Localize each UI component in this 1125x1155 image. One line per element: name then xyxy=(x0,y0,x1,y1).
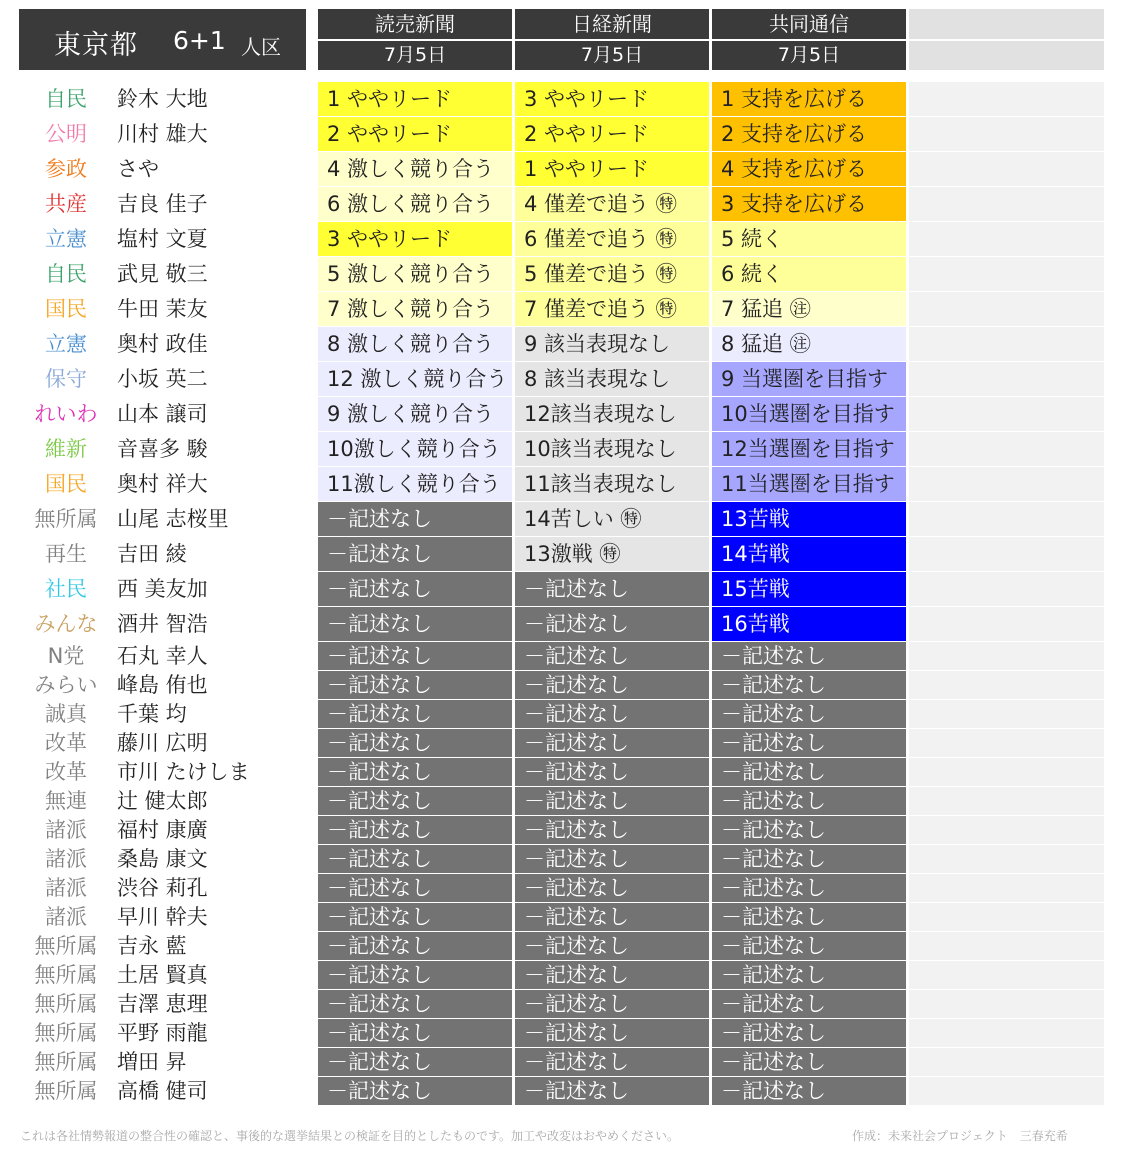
yomiuri-cell: －記述なし xyxy=(318,729,512,757)
kyodo-cell: －記述なし xyxy=(712,903,906,931)
kyodo-cell: 11当選圏を目指す xyxy=(712,467,906,501)
party-label: みんな xyxy=(34,612,98,636)
kyodo-cell: 7 猛追 ㊟ xyxy=(712,292,906,326)
candidate-name: 辻 健太郎 xyxy=(117,789,208,813)
nikkei-cell: －記述なし xyxy=(515,903,709,931)
yomiuri-cell: 4 激しく競り合う xyxy=(318,152,512,186)
party-label: 無所属 xyxy=(34,963,98,987)
candidate-name: 早川 幹夫 xyxy=(117,905,208,929)
yomiuri-cell: 6 激しく競り合う xyxy=(318,187,512,221)
yomiuri-cell: 1 ややリード xyxy=(318,82,512,116)
yomiuri-cell: －記述なし xyxy=(318,845,512,873)
candidate-name: 市川 たけしま xyxy=(117,760,250,784)
nikkei-cell: 2 ややリード xyxy=(515,117,709,151)
yomiuri-cell: －記述なし xyxy=(318,903,512,931)
kyodo-cell: －記述なし xyxy=(712,990,906,1018)
nikkei-cell: －記述なし xyxy=(515,1048,709,1076)
yomiuri-cell: －記述なし xyxy=(318,642,512,670)
kyodo-cell: 14苦戦 xyxy=(712,537,906,571)
column-date-blank xyxy=(909,41,1104,70)
blank-cell xyxy=(909,397,1104,431)
nikkei-cell: 1 ややリード xyxy=(515,152,709,186)
yomiuri-cell: －記述なし xyxy=(318,671,512,699)
blank-cell xyxy=(909,990,1104,1018)
blank-cell xyxy=(909,1077,1104,1105)
yomiuri-cell: －記述なし xyxy=(318,1019,512,1047)
blank-cell xyxy=(909,257,1104,291)
nikkei-cell: －記述なし xyxy=(515,1019,709,1047)
candidate-name: さや xyxy=(117,157,159,181)
candidate-name: 吉田 綾 xyxy=(117,542,187,566)
candidate-name: 千葉 均 xyxy=(117,702,187,726)
party-label: 改革 xyxy=(45,731,87,755)
kyodo-cell: －記述なし xyxy=(712,729,906,757)
kyodo-cell: －記述なし xyxy=(712,932,906,960)
candidate-name: 牛田 茉友 xyxy=(117,297,208,321)
kyodo-cell: 6 続く xyxy=(712,257,906,291)
nikkei-cell: －記述なし xyxy=(515,671,709,699)
nikkei-cell: －記述なし xyxy=(515,874,709,902)
column-header-yomiuri: 読売新聞 xyxy=(318,9,512,39)
nikkei-cell: －記述なし xyxy=(515,607,709,641)
blank-cell xyxy=(909,467,1104,501)
nikkei-cell: －記述なし xyxy=(515,932,709,960)
yomiuri-cell: －記述なし xyxy=(318,537,512,571)
party-label: 誠真 xyxy=(45,702,87,726)
column-date-kyodo: 7月5日 xyxy=(712,41,906,70)
blank-cell xyxy=(909,537,1104,571)
blank-cell xyxy=(909,117,1104,151)
column-header-blank xyxy=(909,9,1104,39)
blank-cell xyxy=(909,607,1104,641)
party-label: 自民 xyxy=(45,87,87,111)
kyodo-cell: －記述なし xyxy=(712,845,906,873)
nikkei-cell: －記述なし xyxy=(515,729,709,757)
party-label: 国民 xyxy=(45,472,87,496)
kyodo-cell: －記述なし xyxy=(712,1048,906,1076)
candidate-name: 渋谷 莉孔 xyxy=(117,876,208,900)
nikkei-cell: －記述なし xyxy=(515,845,709,873)
kyodo-cell: －記述なし xyxy=(712,1019,906,1047)
party-label: 保守 xyxy=(45,367,87,391)
nikkei-cell: 3 ややリード xyxy=(515,82,709,116)
nikkei-cell: 4 僅差で追う ㊕ xyxy=(515,187,709,221)
yomiuri-cell: －記述なし xyxy=(318,990,512,1018)
kyodo-cell: 13苦戦 xyxy=(712,502,906,536)
yomiuri-cell: －記述なし xyxy=(318,758,512,786)
kyodo-cell: 8 猛追 ㊟ xyxy=(712,327,906,361)
column-date-nikkei: 7月5日 xyxy=(515,41,709,70)
candidate-name: 福村 康廣 xyxy=(117,818,208,842)
nikkei-cell: －記述なし xyxy=(515,816,709,844)
kyodo-cell: －記述なし xyxy=(712,787,906,815)
nikkei-cell: －記述なし xyxy=(515,700,709,728)
title-box xyxy=(19,9,306,70)
blank-cell xyxy=(909,362,1104,396)
yomiuri-cell: 5 激しく競り合う xyxy=(318,257,512,291)
yomiuri-cell: －記述なし xyxy=(318,1077,512,1105)
nikkei-cell: 8 該当表現なし xyxy=(515,362,709,396)
prefecture-title: 東京都 xyxy=(54,30,138,61)
nikkei-cell: 14苦しい ㊕ xyxy=(515,502,709,536)
yomiuri-cell: －記述なし xyxy=(318,700,512,728)
blank-cell xyxy=(909,729,1104,757)
party-label: れいわ xyxy=(34,402,98,426)
yomiuri-cell: 10激しく競り合う xyxy=(318,432,512,466)
kyodo-cell: 9 当選圏を目指す xyxy=(712,362,906,396)
candidate-name: 奥村 祥大 xyxy=(117,472,208,496)
party-label: 共産 xyxy=(45,192,87,216)
nikkei-cell: 7 僅差で追う ㊕ xyxy=(515,292,709,326)
party-label: 改革 xyxy=(45,760,87,784)
blank-cell xyxy=(909,1048,1104,1076)
kyodo-cell: 5 続く xyxy=(712,222,906,256)
nikkei-cell: －記述なし xyxy=(515,961,709,989)
column-date-yomiuri: 7月5日 xyxy=(318,41,512,70)
kyodo-cell: 12当選圏を目指す xyxy=(712,432,906,466)
blank-cell xyxy=(909,903,1104,931)
candidate-name: 平野 雨龍 xyxy=(117,1021,208,1045)
party-label: 国民 xyxy=(45,297,87,321)
yomiuri-cell: －記述なし xyxy=(318,816,512,844)
footer-notice: これは各社情勢報道の整合性の確認と、事後的な選挙結果との検証を目的としたものです。加工や改変はおやめください。 xyxy=(20,1129,680,1143)
nikkei-cell: 9 該当表現なし xyxy=(515,327,709,361)
yomiuri-cell: 8 激しく競り合う xyxy=(318,327,512,361)
yomiuri-cell: －記述なし xyxy=(318,607,512,641)
blank-cell xyxy=(909,222,1104,256)
candidate-name: 音喜多 駿 xyxy=(117,437,208,461)
candidate-name: 吉良 佳子 xyxy=(117,192,208,216)
yomiuri-cell: 11激しく競り合う xyxy=(318,467,512,501)
kyodo-cell: －記述なし xyxy=(712,758,906,786)
nikkei-cell: －記述なし xyxy=(515,990,709,1018)
candidate-name: 藤川 広明 xyxy=(117,731,208,755)
candidate-name: 小坂 英二 xyxy=(117,367,208,391)
blank-cell xyxy=(909,874,1104,902)
kyodo-cell: 1 支持を広げる xyxy=(712,82,906,116)
candidate-name: 山本 譲司 xyxy=(117,402,208,426)
party-label: 再生 xyxy=(45,542,87,566)
party-label: 無所属 xyxy=(34,1021,98,1045)
column-header-nikkei: 日経新聞 xyxy=(515,9,709,39)
blank-cell xyxy=(909,502,1104,536)
candidate-name: 石丸 幸人 xyxy=(117,644,208,668)
candidate-name: 武見 敬三 xyxy=(117,262,208,286)
candidate-name: 桑島 康文 xyxy=(117,847,208,871)
kyodo-cell: 4 支持を広げる xyxy=(712,152,906,186)
blank-cell xyxy=(909,961,1104,989)
kyodo-cell: 10当選圏を目指す xyxy=(712,397,906,431)
yomiuri-cell: 2 ややリード xyxy=(318,117,512,151)
blank-cell xyxy=(909,152,1104,186)
blank-cell xyxy=(909,787,1104,815)
blank-cell xyxy=(909,642,1104,670)
candidate-name: 川村 雄大 xyxy=(117,122,208,146)
yomiuri-cell: －記述なし xyxy=(318,572,512,606)
blank-cell xyxy=(909,845,1104,873)
nikkei-cell: 5 僅差で追う ㊕ xyxy=(515,257,709,291)
party-label: 自民 xyxy=(45,262,87,286)
nikkei-cell: －記述なし xyxy=(515,758,709,786)
party-label: 立憲 xyxy=(45,227,87,251)
nikkei-cell: －記述なし xyxy=(515,1077,709,1105)
blank-cell xyxy=(909,187,1104,221)
candidate-name: 峰島 侑也 xyxy=(117,673,208,697)
footer-credit: 作成：未来社会プロジェクト 三春充希 xyxy=(852,1129,1068,1143)
kyodo-cell: －記述なし xyxy=(712,816,906,844)
nikkei-cell: －記述なし xyxy=(515,787,709,815)
nikkei-cell: 12該当表現なし xyxy=(515,397,709,431)
kyodo-cell: 15苦戦 xyxy=(712,572,906,606)
party-label: 無所属 xyxy=(34,1050,98,1074)
kyodo-cell: 2 支持を広げる xyxy=(712,117,906,151)
seat-count: 6+1 xyxy=(173,26,226,55)
candidate-name: 酒井 智浩 xyxy=(117,612,208,636)
blank-cell xyxy=(909,816,1104,844)
party-label: 諸派 xyxy=(45,818,87,842)
candidate-name: 山尾 志桜里 xyxy=(117,507,229,531)
column-header-kyodo: 共同通信 xyxy=(712,9,906,39)
yomiuri-cell: 9 激しく競り合う xyxy=(318,397,512,431)
kyodo-cell: 3 支持を広げる xyxy=(712,187,906,221)
kyodo-cell: －記述なし xyxy=(712,961,906,989)
kyodo-cell: －記述なし xyxy=(712,642,906,670)
party-label: 無所属 xyxy=(34,507,98,531)
blank-cell xyxy=(909,292,1104,326)
yomiuri-cell: 12 激しく競り合う xyxy=(318,362,512,396)
yomiuri-cell: －記述なし xyxy=(318,502,512,536)
party-label: 無所属 xyxy=(34,934,98,958)
blank-cell xyxy=(909,671,1104,699)
candidate-name: 増田 昇 xyxy=(117,1050,187,1074)
party-label: 社民 xyxy=(45,577,87,601)
candidate-name: 奥村 政佳 xyxy=(117,332,208,356)
blank-cell xyxy=(909,700,1104,728)
kyodo-cell: －記述なし xyxy=(712,874,906,902)
blank-cell xyxy=(909,758,1104,786)
party-label: 諸派 xyxy=(45,847,87,871)
nikkei-cell: 13激戦 ㊕ xyxy=(515,537,709,571)
yomiuri-cell: －記述なし xyxy=(318,961,512,989)
yomiuri-cell: 3 ややリード xyxy=(318,222,512,256)
blank-cell xyxy=(909,572,1104,606)
party-label: 諸派 xyxy=(45,905,87,929)
candidate-name: 吉澤 恵理 xyxy=(117,992,208,1016)
party-label: 無連 xyxy=(45,789,87,813)
yomiuri-cell: －記述なし xyxy=(318,874,512,902)
party-label: 公明 xyxy=(45,122,87,146)
yomiuri-cell: －記述なし xyxy=(318,1048,512,1076)
party-label: 諸派 xyxy=(45,876,87,900)
party-label: 参政 xyxy=(45,157,87,181)
candidate-name: 西 美友加 xyxy=(117,577,208,601)
nikkei-cell: 11該当表現なし xyxy=(515,467,709,501)
candidate-name: 鈴木 大地 xyxy=(117,87,208,111)
blank-cell xyxy=(909,327,1104,361)
candidate-name: 土居 賢真 xyxy=(117,963,208,987)
kyodo-cell: －記述なし xyxy=(712,671,906,699)
party-label: 無所属 xyxy=(34,992,98,1016)
blank-cell xyxy=(909,432,1104,466)
party-label: N党 xyxy=(47,644,85,668)
nikkei-cell: －記述なし xyxy=(515,572,709,606)
party-label: みらい xyxy=(34,673,98,697)
seat-suffix: 人区 xyxy=(241,35,281,59)
kyodo-cell: －記述なし xyxy=(712,700,906,728)
yomiuri-cell: 7 激しく競り合う xyxy=(318,292,512,326)
blank-cell xyxy=(909,1019,1104,1047)
blank-cell xyxy=(909,82,1104,116)
party-label: 立憲 xyxy=(45,332,87,356)
candidate-name: 塩村 文夏 xyxy=(117,227,208,251)
yomiuri-cell: －記述なし xyxy=(318,787,512,815)
kyodo-cell: 16苦戦 xyxy=(712,607,906,641)
blank-cell xyxy=(909,932,1104,960)
kyodo-cell: －記述なし xyxy=(712,1077,906,1105)
candidate-name: 吉永 藍 xyxy=(117,934,187,958)
party-label: 無所属 xyxy=(34,1079,98,1103)
yomiuri-cell: －記述なし xyxy=(318,932,512,960)
nikkei-cell: 10該当表現なし xyxy=(515,432,709,466)
nikkei-cell: －記述なし xyxy=(515,642,709,670)
party-label: 維新 xyxy=(45,437,87,461)
candidate-name: 高橋 健司 xyxy=(117,1079,208,1103)
nikkei-cell: 6 僅差で追う ㊕ xyxy=(515,222,709,256)
